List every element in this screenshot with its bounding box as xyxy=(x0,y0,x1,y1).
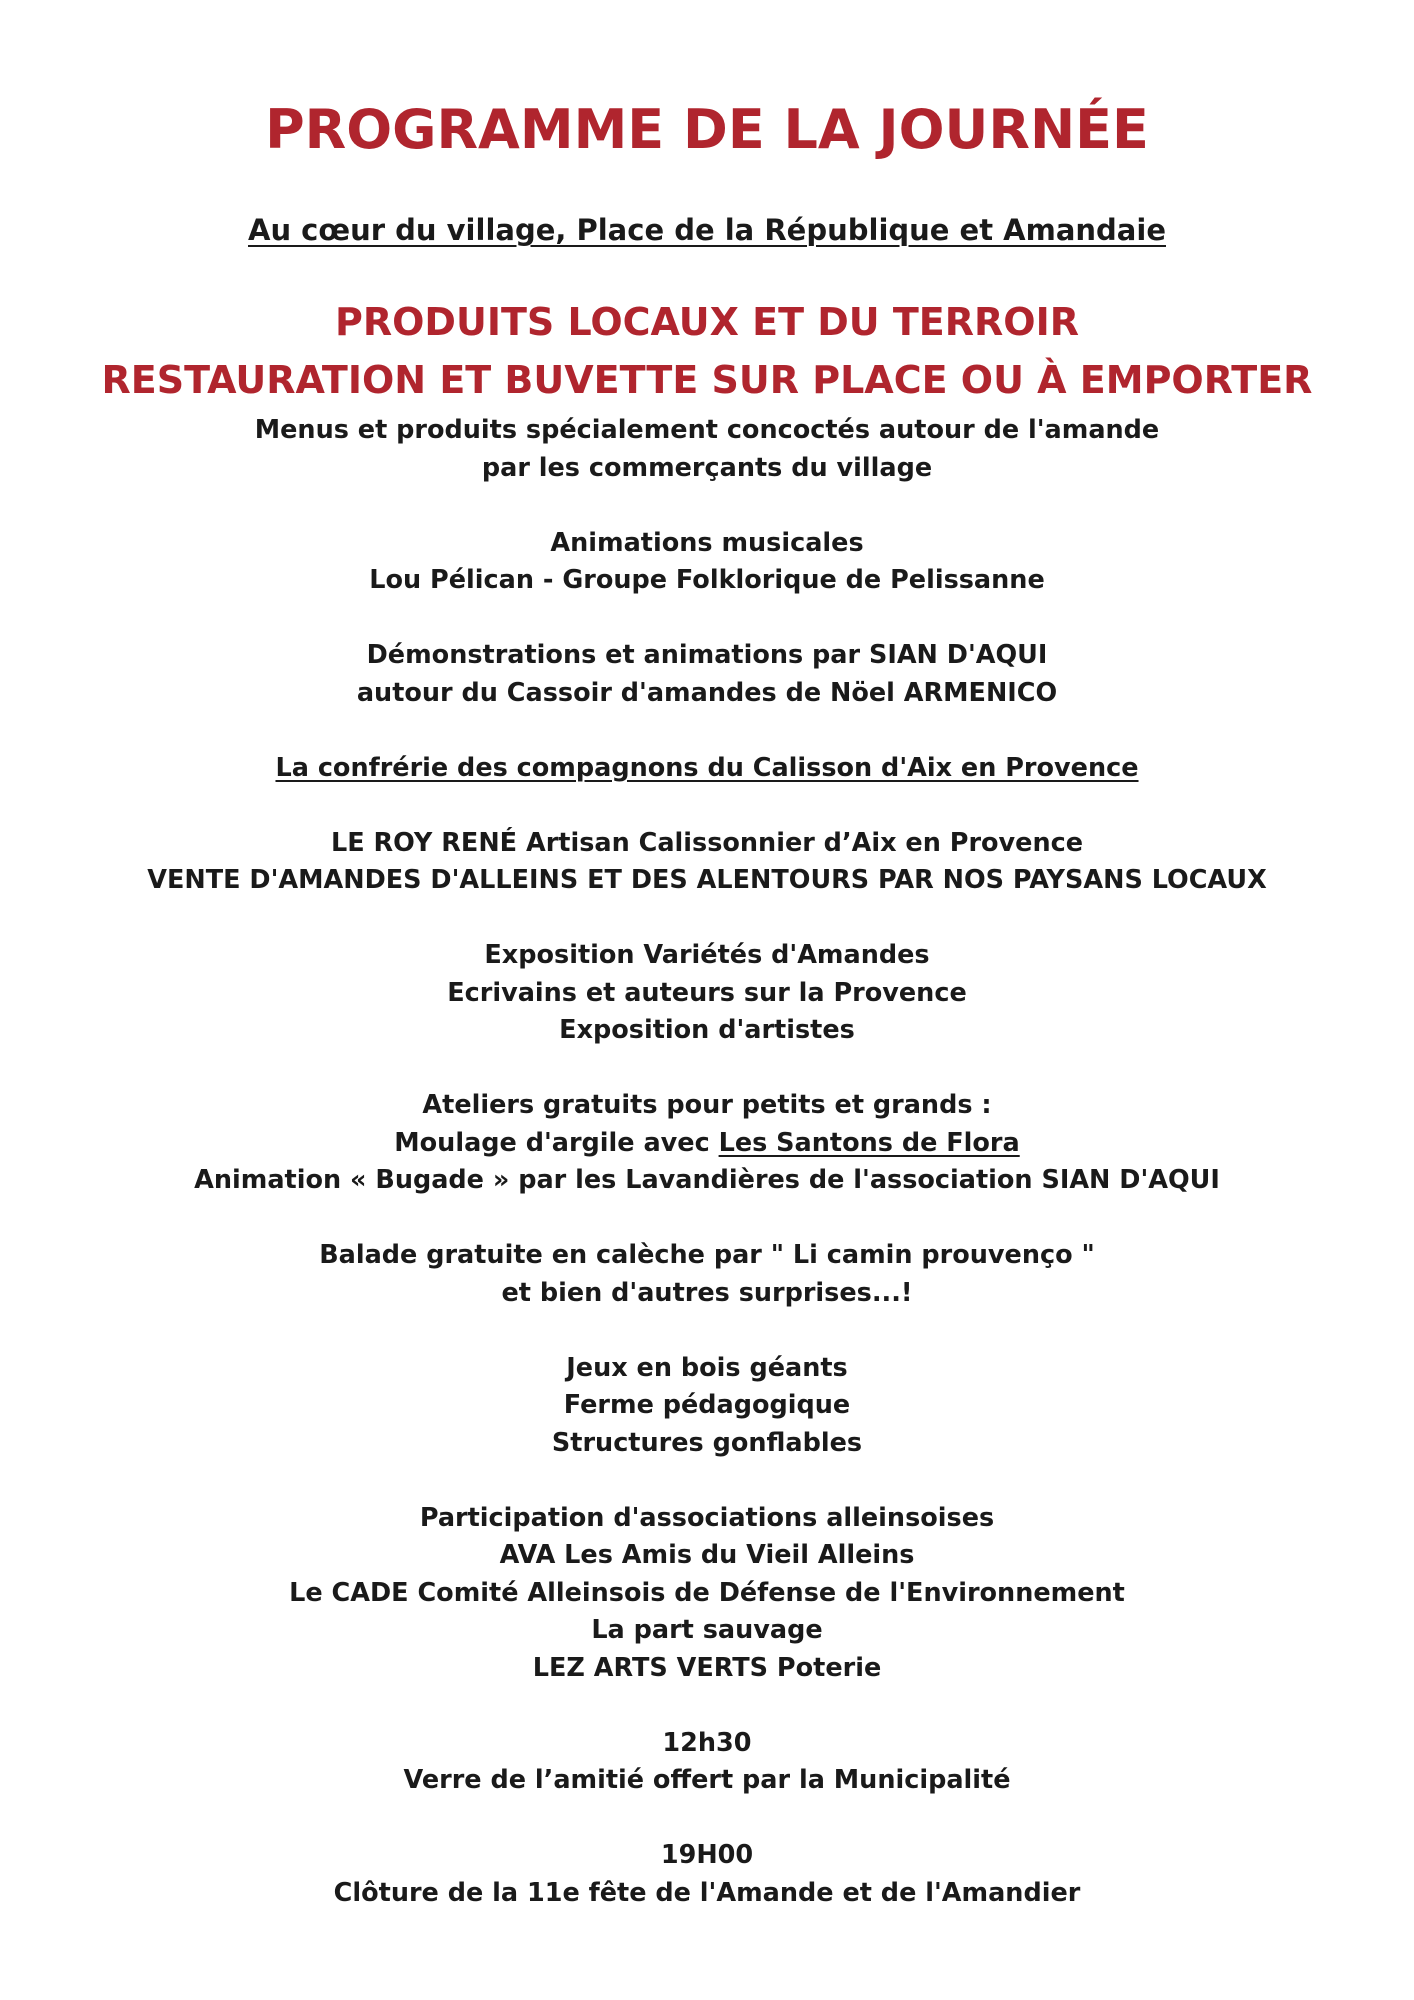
ateliers-line-2-prefix: Moulage d'argile avec xyxy=(394,1127,719,1158)
time-1230: 12h30 xyxy=(662,1727,752,1758)
balade-line-1: Balade gratuite en calèche par " Li camin prouvenço " xyxy=(319,1240,1095,1270)
spacer xyxy=(0,787,1414,825)
menus-line-1: Menus et produits spécialement concoctés autour de l'amande xyxy=(254,415,1160,445)
programme-list xyxy=(0,412,1414,1912)
vente-line: VENTE D'AMANDES D'ALLEINS ET DES ALENTOURS PAR NOS PAYSANS LOCAUX xyxy=(147,865,1267,895)
ateliers-line-3: Animation « Bugade » par les Lavandières de l'association SIAN D'AQUI xyxy=(194,1165,1220,1195)
spacer xyxy=(0,1462,1414,1500)
expo-line-3: Exposition d'artistes xyxy=(559,1015,855,1045)
demo-line-2: autour du Cassoir d'amandes de Nöel ARMENICO xyxy=(356,677,1058,708)
jeux-line-2: Ferme pédagogique xyxy=(563,1390,851,1420)
assoc-line-5: LEZ ARTS VERTS Poterie xyxy=(532,1652,882,1683)
assoc-line-4: La part sauvage xyxy=(591,1615,823,1645)
music-line-1: Animations musicales xyxy=(550,527,864,558)
verre-amitie-line: Verre de l’amitié offert par la Municipalité xyxy=(403,1765,1011,1795)
santons-de-flora-link[interactable]: Les Santons de Flora xyxy=(718,1127,1020,1158)
cloture-line: Clôture de la 11e fête de l'Amande et de l'Amandier xyxy=(333,1877,1081,1908)
spacer xyxy=(0,1312,1414,1350)
assoc-line-3: Le CADE Comité Alleinsois de Défense de l'Environnement xyxy=(289,1577,1125,1608)
demo-line-1: Démonstrations et animations par SIAN D'AQUI xyxy=(366,640,1048,670)
roy-rene-line: LE ROY RENÉ Artisan Calissonnier d’Aix en Provence xyxy=(330,827,1084,858)
location-subtitle: Au cœur du village, Place de la République et Amandaie xyxy=(248,213,1166,247)
spacer xyxy=(0,1687,1414,1725)
page-title: PROGRAMME DE LA JOURNÉE xyxy=(265,98,1149,161)
music-line-2: Lou Pélican - Groupe Folklorique de Pelissanne xyxy=(369,565,1045,595)
headline-local-products: PRODUITS LOCAUX ET DU TERROIR xyxy=(335,300,1079,344)
spacer xyxy=(0,1800,1414,1838)
jeux-line-1: Jeux en bois géants xyxy=(566,1352,848,1383)
confrerie-line xyxy=(0,750,1414,788)
headline-restauration: RESTAURATION ET BUVETTE SUR PLACE OU À EMPORTER xyxy=(101,358,1313,402)
spacer xyxy=(0,712,1414,750)
spacer xyxy=(0,900,1414,938)
menus-line-2: par les commerçants du village xyxy=(481,452,933,483)
assoc-line-1: Participation d'associations alleinsoises xyxy=(419,1502,995,1533)
spacer xyxy=(0,600,1414,638)
spacer xyxy=(0,1200,1414,1238)
expo-line-1: Exposition Variétés d'Amandes xyxy=(484,940,930,970)
expo-line-2: Ecrivains et auteurs sur la Provence xyxy=(447,977,967,1008)
spacer xyxy=(0,487,1414,525)
balade-line-2: et bien d'autres surprises...! xyxy=(501,1277,913,1308)
ateliers-line-1: Ateliers gratuits pour petits et grands : xyxy=(422,1090,992,1120)
jeux-line-3: Structures gonflables xyxy=(551,1427,863,1458)
spacer xyxy=(0,1050,1414,1088)
ateliers-line-2 xyxy=(0,1125,1414,1163)
assoc-line-2: AVA Les Amis du Vieil Alleins xyxy=(499,1540,915,1570)
time-1900: 19H00 xyxy=(660,1840,754,1870)
headline-block xyxy=(0,293,1414,409)
confrerie-text: La confrérie des compagnons du Calisson d'Aix en Provence xyxy=(275,752,1139,783)
